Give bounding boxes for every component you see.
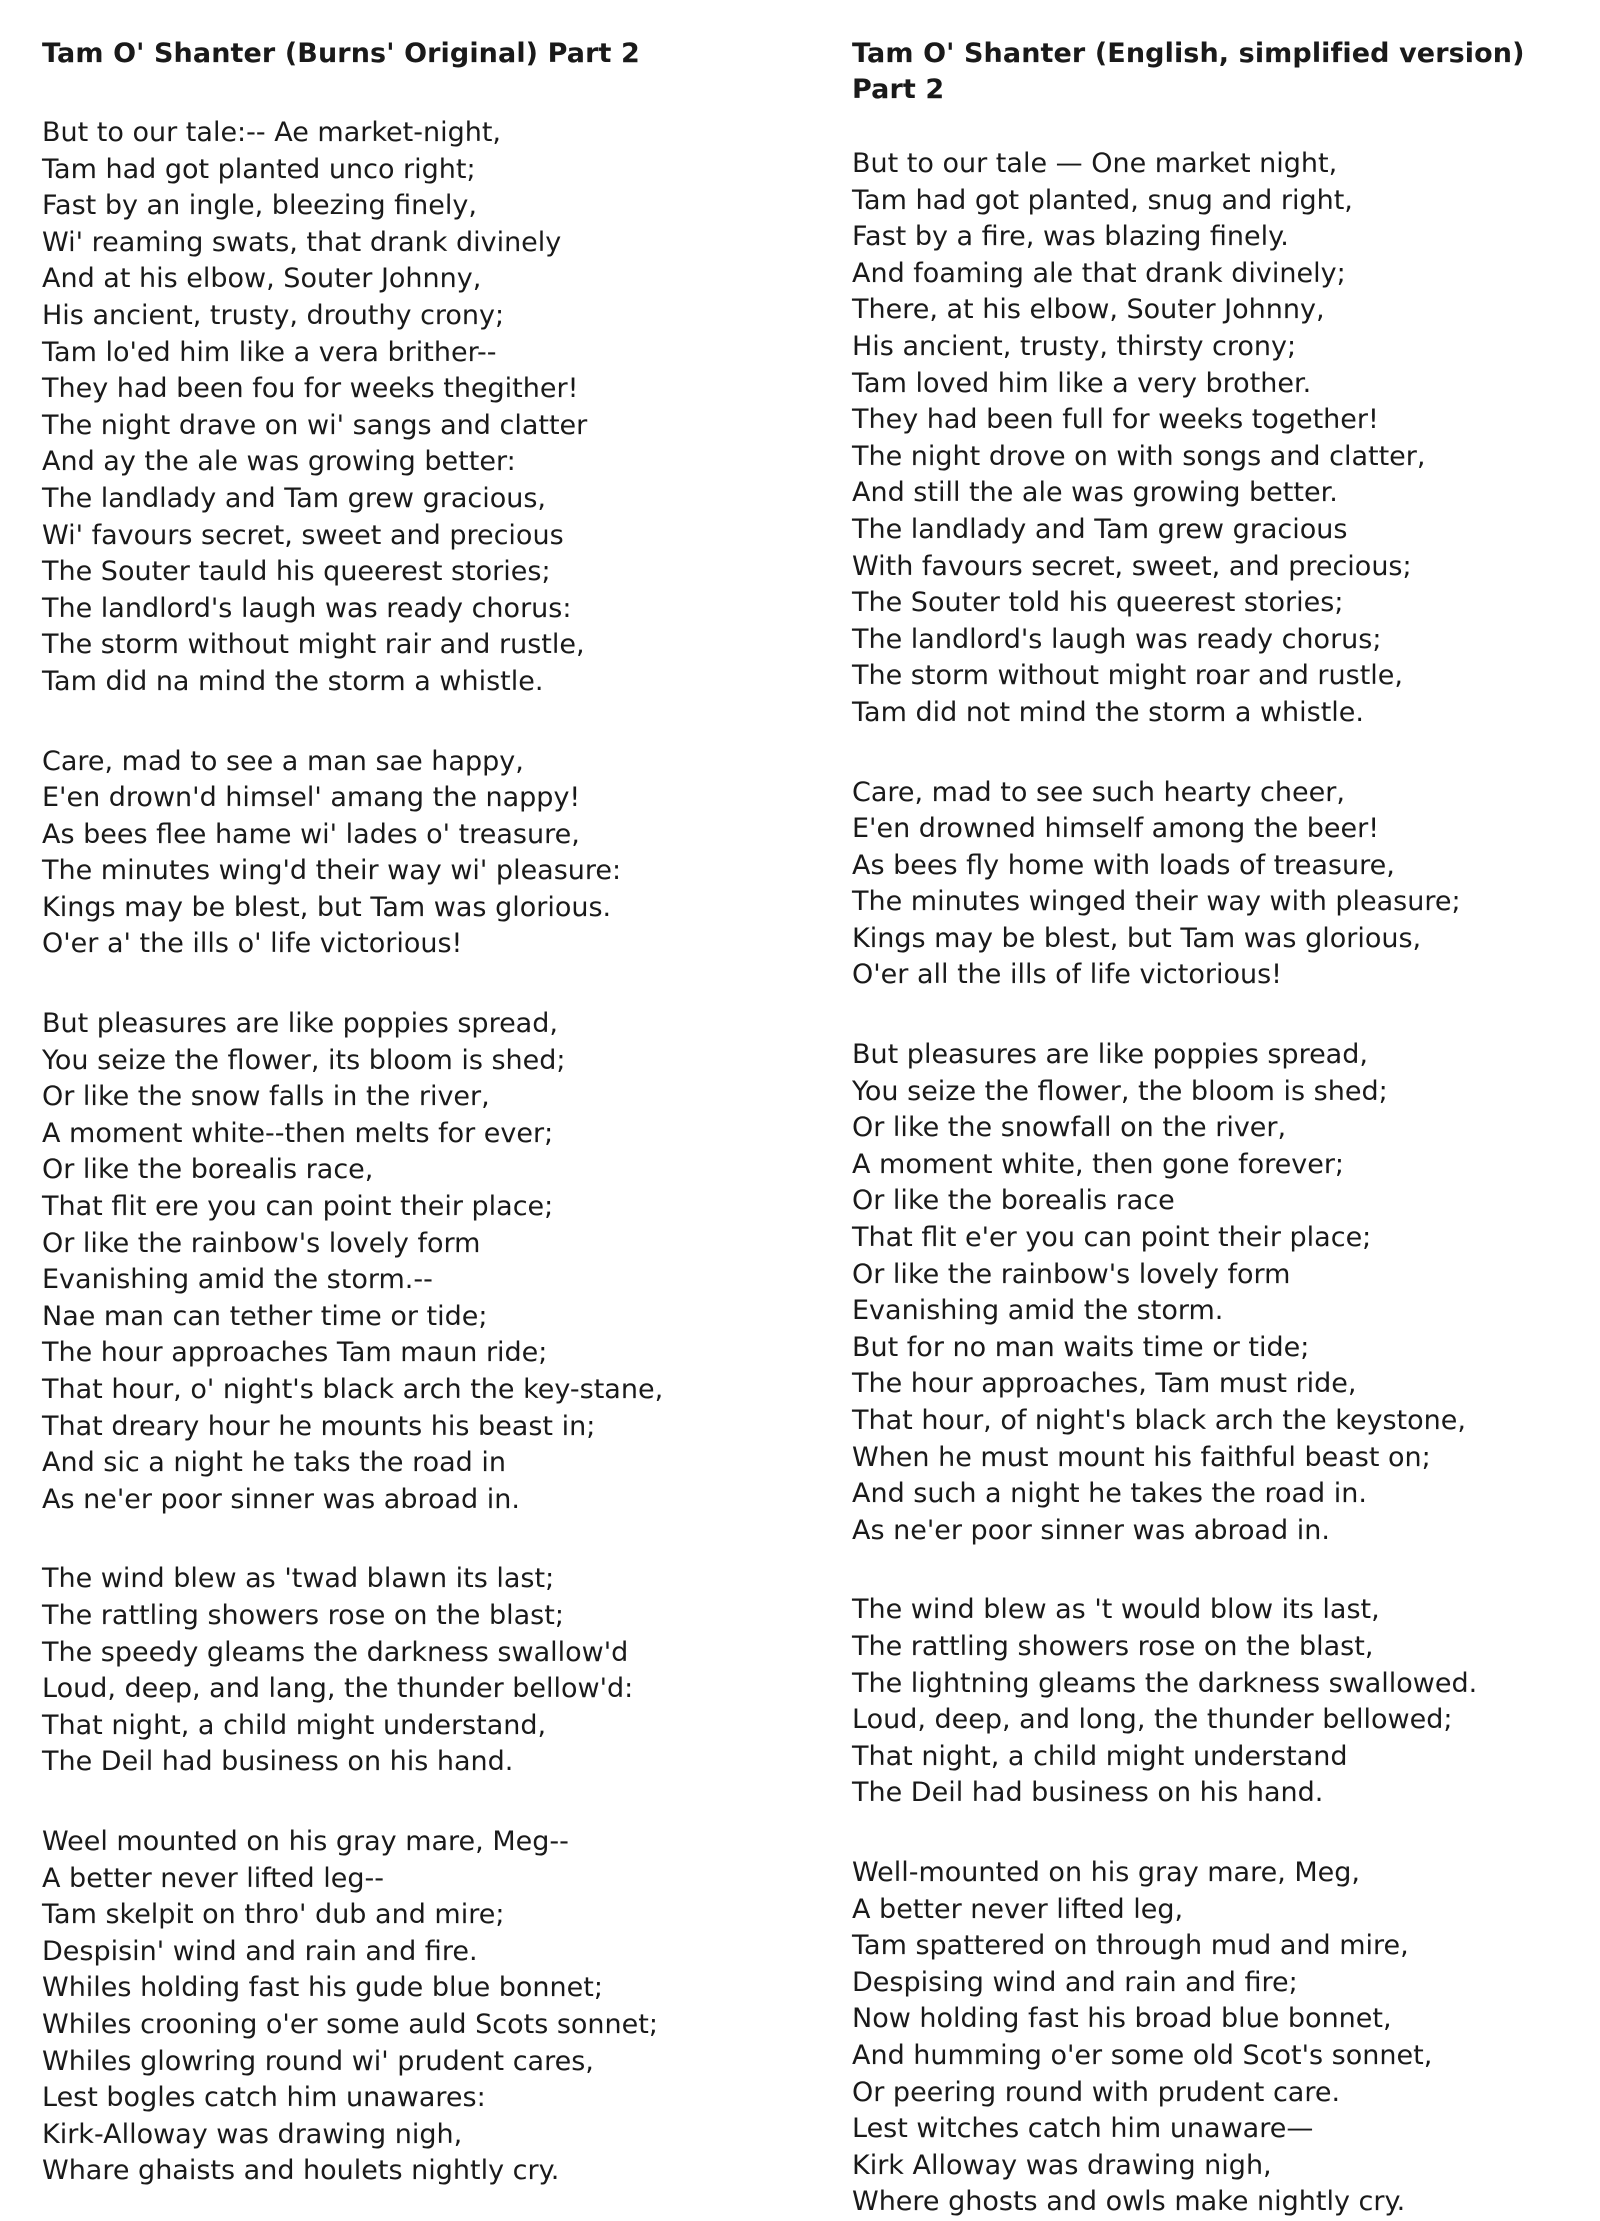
stanza-gap [852, 1549, 1592, 1592]
stanza-gap [42, 963, 822, 1006]
poem-line: Evanishing amid the storm.-- [42, 1264, 433, 1296]
poem-line: Weel mounted on his gray mare, Meg-- [42, 1825, 569, 1857]
poem-line: That flit e'er you can point their place; [852, 1222, 1372, 1254]
poem-line: The hour approaches, Tam must ride, [852, 1368, 1357, 1400]
poem-line: A better never lifted leg-- [42, 1862, 384, 1894]
poem-line: The night drove on with songs and clatter, [852, 440, 1426, 472]
stanza-gap [852, 732, 1592, 775]
poem-line: When he must mount his faithful beast on; [852, 1441, 1431, 1473]
poem-line: With favours secret, sweet, and precious; [852, 550, 1412, 582]
poem-line: Well-mounted on his gray mare, Meg, [852, 1856, 1361, 1888]
poem-line: The Souter tauld his queerest stories; [42, 556, 551, 588]
stanza [42, 1006, 822, 1518]
poem-line: Or like the snowfall on the river, [852, 1112, 1287, 1144]
poem-line: The lightning gleams the darkness swallowed. [852, 1667, 1478, 1699]
poem-line: The landlord's laugh was ready chorus; [852, 623, 1382, 655]
original-column [42, 36, 822, 2190]
poem-line: But to our tale:-- Ae market-night, [42, 117, 501, 148]
stanza-gap [42, 701, 822, 744]
poem-line: Wi' favours secret, sweet and precious [42, 519, 564, 551]
stanza-gap [42, 1781, 822, 1824]
poem-line: Fast by an ingle, bleezing finely, [42, 190, 477, 222]
poem-line: The wind blew as 't would blow its last, [852, 1594, 1380, 1626]
poem-line: Tam had got planted unco right; [42, 153, 476, 185]
stanza [852, 146, 1592, 732]
simplified-stanzas [852, 146, 1592, 2221]
poem-line: Kirk-Alloway was drawing nigh, [42, 2118, 463, 2150]
poem-line: They had been full for weeks together! [852, 404, 1379, 436]
poem-line: That hour, of night's black arch the keystone, [852, 1405, 1466, 1436]
poem-line: The Deil had business on his hand. [852, 1777, 1324, 1809]
stanza [852, 1855, 1592, 2221]
poem-line: The storm without might roar and rustle, [852, 660, 1403, 692]
poem-line: Tam spattered on through mud and mire, [852, 1930, 1409, 1962]
poem-line: E'en drown'd himsel' amang the nappy! [42, 782, 581, 814]
stanza [852, 775, 1592, 995]
poem-line: You seize the flower, its bloom is shed; [42, 1044, 566, 1076]
poem-line: The rattling showers rose on the blast; [42, 1599, 564, 1631]
poem-line: But pleasures are like poppies spread, [852, 1039, 1368, 1071]
poem-line: Nae man can tether time or tide; [42, 1300, 488, 1332]
poem-line: And humming o'er some old Scot's sonnet, [852, 2039, 1433, 2071]
poem-line: That flit ere you can point their place; [42, 1191, 554, 1223]
poem-line: E'en drowned himself among the beer! [852, 813, 1380, 845]
poem-line: That night, a child might understand, [42, 1709, 547, 1741]
poem-line: The speedy gleams the darkness swallow'd [42, 1636, 629, 1668]
original-title: Tam O' Shanter (Burns' Original) Part 2 [42, 38, 640, 69]
poem-line: The wind blew as 'twad blawn its last; [42, 1563, 555, 1595]
poem-line: Or like the snow falls in the river, [42, 1081, 490, 1113]
poem-line: A better never lifted leg, [852, 1893, 1184, 1925]
poem-line: The night drave on wi' sangs and clatter [42, 409, 588, 441]
poem-line: Despising wind and rain and fire; [852, 1966, 1298, 1998]
poem-line: Tam loved him like a very brother. [852, 367, 1312, 399]
poem-line: O'er all the ills of life victorious! [852, 959, 1283, 991]
poem-line: Tam did na mind the storm a whistle. [42, 665, 544, 697]
poem-line: That dreary hour he mounts his beast in; [42, 1410, 596, 1442]
stanza-gap [852, 994, 1592, 1037]
poem-line: And such a night he takes the road in. [852, 1478, 1367, 1510]
poem-line: Evanishing amid the storm. [852, 1295, 1224, 1327]
poem-line: Loud, deep, and lang, the thunder bellow'd: [42, 1673, 634, 1705]
poem-line: His ancient, trusty, thirsty crony; [852, 330, 1297, 362]
simplified-column [852, 36, 1592, 2221]
poem-line: Or like the rainbow's lovely form [852, 1258, 1291, 1290]
poem-line: They had been fou for weeks thegither! [42, 373, 579, 405]
poem-line: The minutes wing'd their way wi' pleasure: [42, 855, 622, 887]
poem-line: The landlady and Tam grew gracious, [42, 482, 547, 514]
poem-line: Whare ghaists and houlets nightly cry. [42, 2155, 560, 2187]
poem-line: Lest bogles catch him unawares: [42, 2082, 486, 2114]
poem-line: Wi' reaming swats, that drank divinely [42, 226, 562, 258]
poem-line: As bees fly home with loads of treasure, [852, 849, 1395, 881]
stanza [42, 1824, 822, 2190]
poem-line: Tam did not mind the storm a whistle. [852, 696, 1364, 728]
stanza [852, 1037, 1592, 1549]
poem-line: Where ghosts and owls make nightly cry. [852, 2186, 1406, 2218]
poem-line: And foaming ale that drank divinely; [852, 257, 1346, 289]
poem-line: Tam had got planted, snug and right, [852, 184, 1353, 216]
poem-line: Lest witches catch him unaware— [852, 2113, 1314, 2145]
poem-line: The rattling showers rose on the blast, [852, 1630, 1374, 1662]
poem-line: And still the ale was growing better. [852, 477, 1338, 509]
poem-line: Or peering round with prudent care. [852, 2076, 1341, 2108]
stanza-gap [42, 1518, 822, 1561]
poem-line: Or like the borealis race, [42, 1154, 374, 1186]
poem-line: Loud, deep, and long, the thunder bellowed; [852, 1704, 1453, 1736]
poem-line: The hour approaches Tam maun ride; [42, 1337, 548, 1369]
poem-line: Fast by a fire, was blazing finely. [852, 221, 1289, 253]
stanza-gap [852, 1812, 1592, 1855]
poem-line: Tam lo'ed him like a vera brither-- [42, 336, 497, 368]
poem-line: Despisin' wind and rain and fire. [42, 1935, 478, 1967]
stanza [42, 115, 822, 701]
poem-line: And at his elbow, Souter Johnny, [42, 263, 482, 295]
stanza [42, 1561, 822, 1781]
poem-line: Or like the borealis race [852, 1185, 1175, 1217]
poem-line: The Deil had business on his hand. [42, 1746, 514, 1778]
poem-line: But for no man waits time or tide; [852, 1331, 1310, 1363]
poem-line: Care, mad to see a man sae happy, [42, 745, 524, 777]
poem-line: Whiles crooning o'er some auld Scots sonnet; [42, 2008, 658, 2040]
poem-line: Now holding fast his broad blue bonnet, [852, 2003, 1392, 2035]
poem-line: As ne'er poor sinner was abroad in. [852, 1514, 1330, 1546]
poem-line: There, at his elbow, Souter Johnny, [852, 294, 1325, 326]
poem-line: A moment white--then melts for ever; [42, 1117, 554, 1149]
simplified-title: Tam O' Shanter (English, simplified version) Part 2 [852, 38, 1525, 105]
poem-line: The Souter told his queerest stories; [852, 587, 1344, 619]
stanza [852, 1592, 1592, 1812]
poem-line: And sic a night he taks the road in [42, 1447, 506, 1479]
poem-line: Whiles holding fast his gude blue bonnet; [42, 1972, 603, 2004]
poem-line: Tam skelpit on thro' dub and mire; [42, 1899, 505, 1931]
poem-line: Kings may be blest, but Tam was glorious. [42, 891, 612, 923]
poem-line: That hour, o' night's black arch the key-stane, [42, 1374, 664, 1405]
poem-line: Kings may be blest, but Tam was glorious, [852, 922, 1422, 954]
poem-line: The minutes winged their way with pleasure; [852, 886, 1461, 918]
poem-line: Kirk Alloway was drawing nigh, [852, 2149, 1272, 2181]
poem-line: Care, mad to see such hearty cheer, [852, 776, 1345, 808]
stanza [42, 744, 822, 964]
poem-line: O'er a' the ills o' life victorious! [42, 928, 463, 960]
poem-line: As ne'er poor sinner was abroad in. [42, 1483, 520, 1515]
poem-line: Or like the rainbow's lovely form [42, 1227, 481, 1259]
poem-line: But pleasures are like poppies spread, [42, 1008, 558, 1040]
poem-line: And ay the ale was growing better: [42, 446, 516, 478]
poem-line: A moment white, then gone forever; [852, 1148, 1345, 1180]
poem-line: The landlord's laugh was ready chorus: [42, 592, 572, 624]
poem-line: The storm without might rair and rustle, [42, 629, 585, 661]
poem-line: Whiles glowring round wi' prudent cares, [42, 2045, 594, 2077]
poem-line: The landlady and Tam grew gracious [852, 513, 1348, 545]
original-stanzas [42, 115, 822, 2190]
poem-line: As bees flee hame wi' lades o' treasure, [42, 818, 580, 850]
poem-line: That night, a child might understand [852, 1740, 1348, 1772]
poem-line: But to our tale — One market night, [852, 148, 1338, 179]
poem-line: His ancient, trusty, drouthy crony; [42, 299, 505, 331]
poem-line: You seize the flower, the bloom is shed; [852, 1075, 1388, 1107]
